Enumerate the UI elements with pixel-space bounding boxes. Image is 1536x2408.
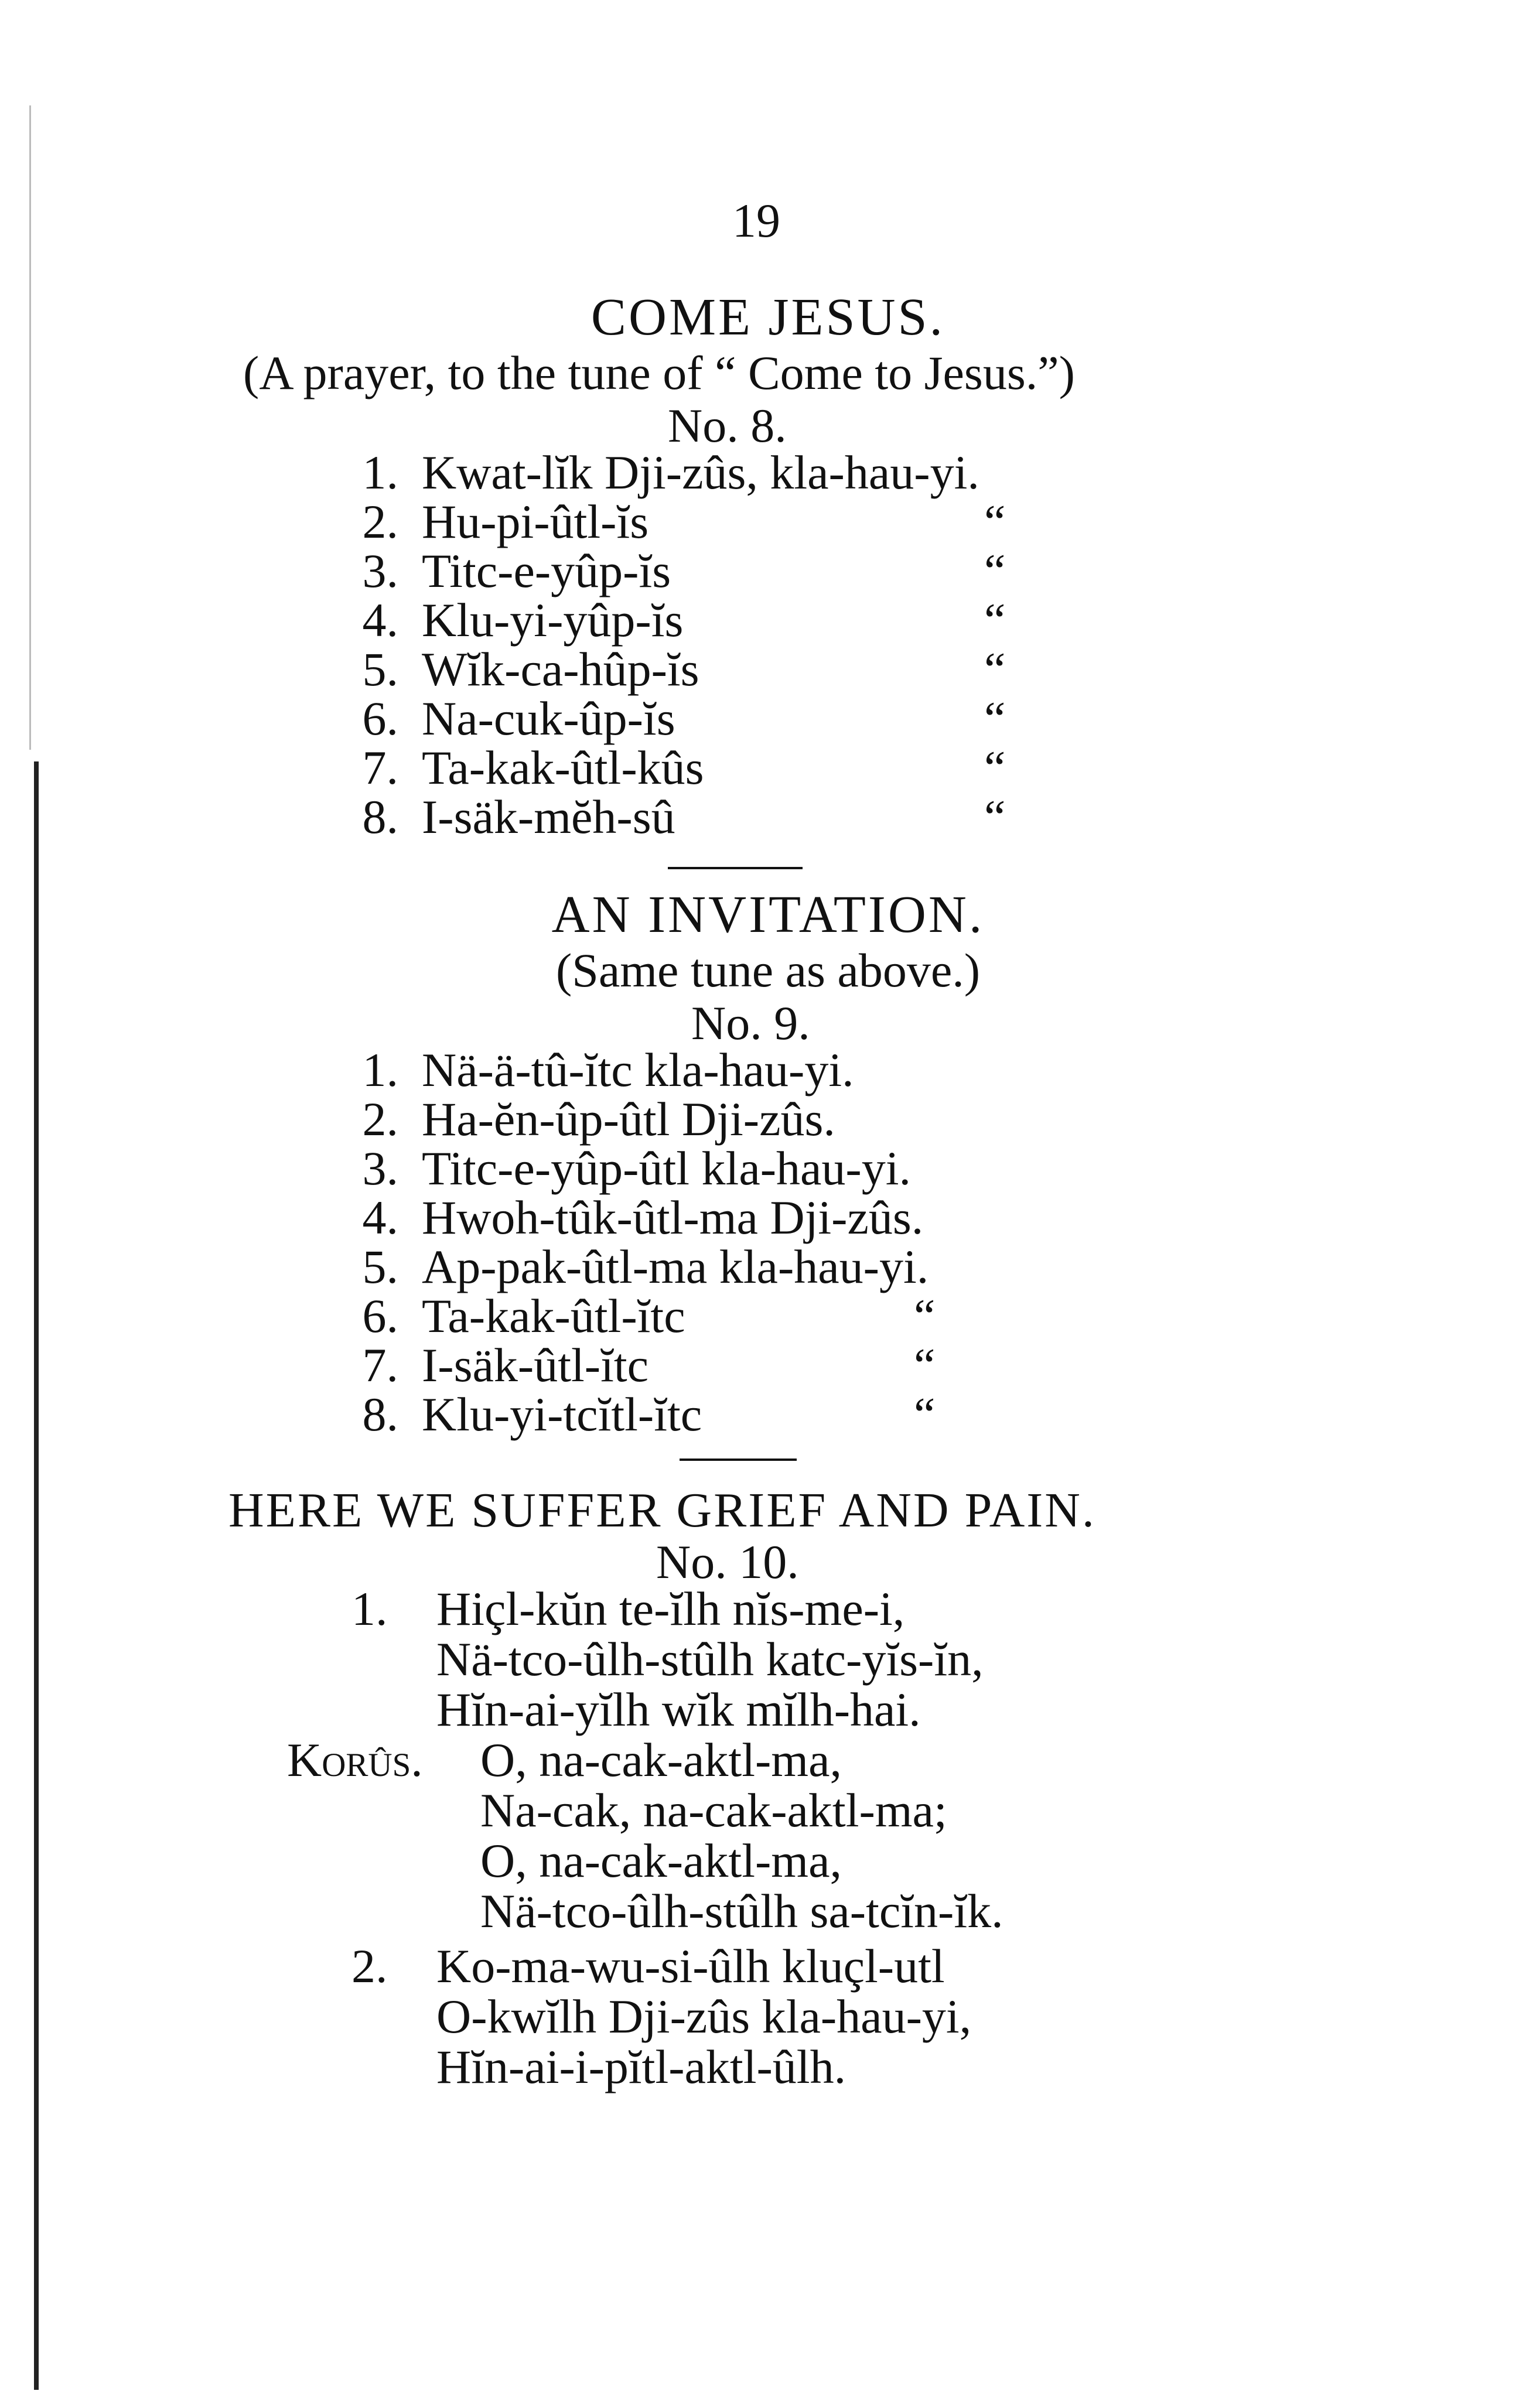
verse-1-line-3: Hĭn-ai-yĭlh wĭk mĭlh-hai. [436,1683,921,1736]
line-number: 8. [362,790,398,843]
line-number: 7. [362,741,398,794]
line-text: Kwat-lĭk Dji-zûs, kla-hau-yi. [422,446,979,499]
hymn-line [340,1092,1394,1145]
line-number: 4. [362,593,398,647]
hymn-9-number: No. 9. [691,996,810,1050]
line-number: 3. [362,544,398,597]
verse-1-number: 1. [351,1582,388,1635]
hymn-8-title: COME JESUS. [590,288,946,346]
line-text: Hwoh-tûk-ûtl-ma Dji-zûs. [422,1191,924,1244]
page-binding-edge [34,761,39,2390]
ditto-mark: “ [984,643,1006,696]
line-number: 4. [362,1191,398,1244]
hymn-10-title: HERE WE SUFFER GRIEF AND PAIN. [228,1483,1096,1538]
hymn-8-subtitle: (A prayer, to the tune of “ Come to Jesus.”) [243,346,1075,399]
line-text: Ta-kak-ûtl-kûs [422,741,704,794]
line-number: 5. [362,643,398,696]
hymn-line [340,1338,1394,1391]
page-number: 19 [732,194,780,247]
line-text: Klu-yi-yûp-ĭs [422,593,684,647]
line-number: 8. [362,1388,398,1441]
line-text: Titc-e-yûp-ĭs [422,544,671,597]
ditto-mark: “ [914,1338,936,1392]
line-number: 6. [362,1289,398,1343]
hymn-9-title: AN INVITATION. [551,886,985,944]
hymn-line [340,593,1394,645]
line-text: Ha-ĕn-ûp-ûtl Dji-zûs. [422,1092,835,1146]
line-text: Ap-pak-ûtl-ma kla-hau-yi. [422,1240,929,1293]
chorus-line-4: Nä-tco-ûlh-stûlh sa-tcĭn-ĭk. [480,1884,1003,1938]
hymn-line [340,691,1394,744]
line-text: I-säk-ûtl-ĭtc [422,1338,649,1392]
hymn-9-subtitle: (Same tune as above.) [555,944,981,997]
line-text: Titc-e-yûp-ûtl kla-hau-yi. [422,1142,912,1195]
line-text: Wĭk-ca-hûp-ĭs [422,643,699,696]
ditto-mark: “ [984,544,1006,597]
line-text: Na-cuk-ûp-ĭs [422,692,675,745]
verse-2-number: 2. [351,1939,388,1993]
ditto-mark: “ [984,495,1006,548]
line-number: 3. [362,1142,398,1195]
chorus-line-1: O, na-cak-aktl-ma, [480,1733,842,1787]
line-text: Klu-yi-tcĭtl-ĭtc [422,1388,702,1441]
hymn-10-number: No. 10. [656,1535,799,1589]
line-number: 2. [362,1092,398,1146]
ditto-mark: “ [984,692,1006,745]
ditto-mark: “ [984,741,1006,794]
chorus-line-2: Na-cak, na-cak-aktl-ma; [480,1784,947,1837]
hymn-line [340,1239,1394,1292]
hymn-line [340,790,1394,842]
hymn-line [340,642,1394,695]
verse-2-line-3: Hĭn-ai-i-pĭtl-aktl-ûlh. [436,2040,846,2093]
line-number: 2. [362,495,398,548]
ditto-mark: “ [984,593,1006,647]
chorus-line-3: O, na-cak-aktl-ma, [480,1834,842,1887]
hymn-line [340,1043,1394,1095]
line-text: Nä-ä-tû-ĭtc kla-hau-yi. [422,1043,854,1097]
verse-2-line-2: O-kwĭlh Dji-zûs kla-hau-yi, [436,1990,972,2043]
ditto-mark: “ [914,1289,936,1343]
line-number: 1. [362,1043,398,1097]
hymn-line [340,494,1394,547]
line-number: 6. [362,692,398,745]
line-number: 5. [362,1240,398,1293]
verse-2-line-1: Ko-ma-wu-si-ûlh kluçl-utl [436,1939,945,1993]
line-text: Ta-kak-ûtl-ĭtc [422,1289,685,1343]
verse-1-line-2: Nä-tco-ûlh-stûlh katc-yĭs-ĭn, [436,1632,984,1686]
hymn-8-number: No. 8. [668,399,787,452]
page-edge-shadow [29,105,31,750]
verse-1-line-1: Hiçl-kŭn te-ĭlh nĭs-me-i, [436,1582,905,1635]
hymn-line [340,445,1394,498]
hymn-line [340,1190,1394,1243]
hymn-line [340,740,1394,793]
hymn-line [340,1289,1394,1341]
line-text: I-säk-mĕh-sû [422,790,675,843]
ditto-mark: “ [914,1388,936,1441]
ditto-mark: “ [984,790,1006,843]
line-number: 7. [362,1338,398,1392]
hymn-line [340,544,1394,596]
hymn-line [340,1387,1394,1440]
section-divider [668,867,803,869]
hymn-line [340,1141,1394,1194]
section-divider [680,1459,797,1461]
chorus-label: Korûs. [287,1733,423,1787]
line-text: Hu-pi-ûtl-ĭs [422,495,649,548]
line-number: 1. [362,446,398,499]
